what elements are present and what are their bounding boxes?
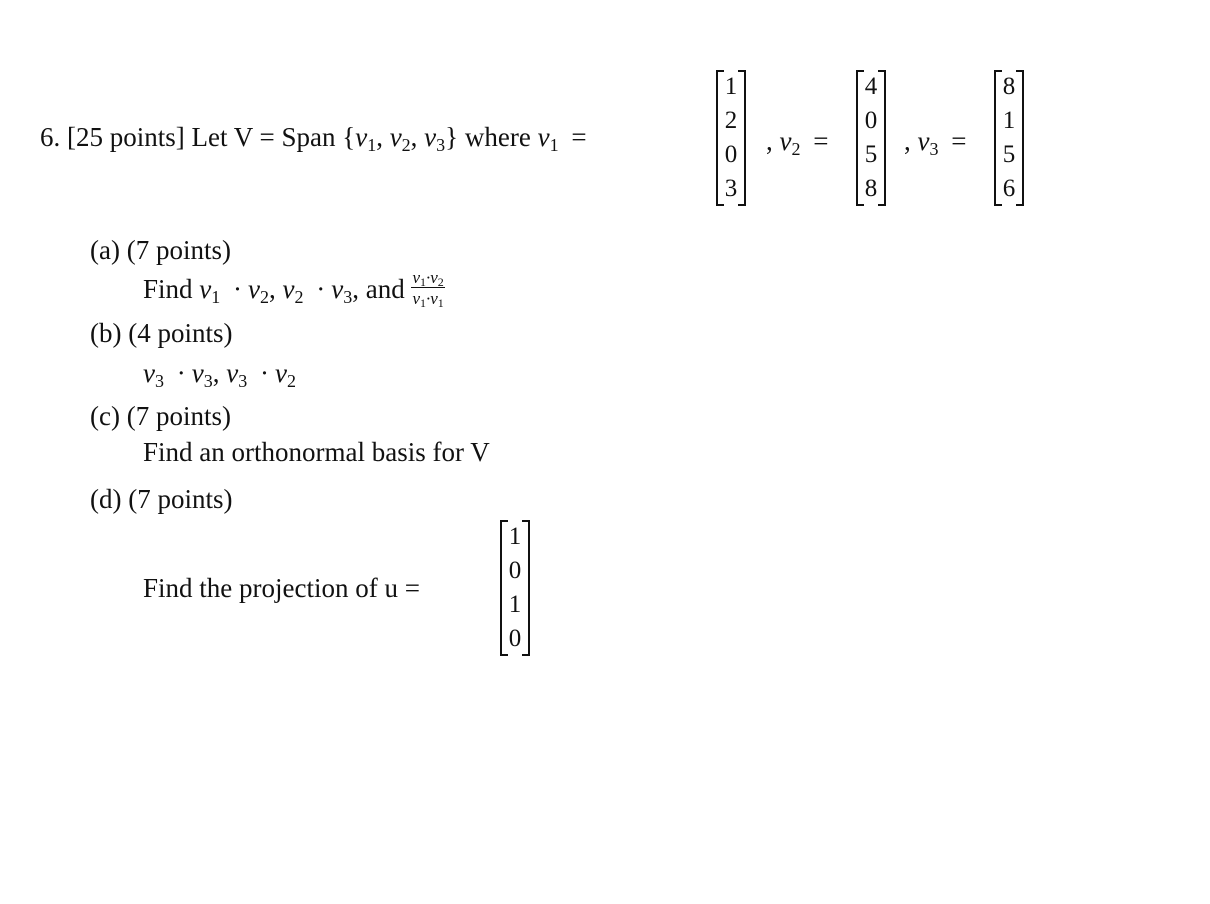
v-symbol: v — [389, 122, 402, 152]
v-symbol: v — [430, 289, 438, 308]
fraction — [411, 268, 444, 310]
vector-entry: 1 — [508, 523, 522, 550]
dot-operator: · — [259, 358, 269, 388]
v-symbol: v — [779, 126, 792, 156]
comma: , — [410, 122, 418, 152]
subscript: 1 — [367, 135, 377, 155]
set-close-brace: } — [445, 122, 459, 152]
v-symbol: v — [331, 274, 344, 305]
subscript: 2 — [791, 139, 801, 159]
subscript: 1 — [549, 135, 559, 155]
problem-statement — [40, 122, 593, 155]
vector-entry: 0 — [508, 625, 522, 652]
v-symbol: v — [412, 268, 420, 287]
v-symbol: v — [226, 358, 239, 388]
part-b-body — [143, 358, 296, 391]
v-symbol: v — [917, 126, 930, 156]
equals-sign: = — [813, 126, 829, 156]
vector-entry: 4 — [864, 73, 878, 100]
subscript: 3 — [436, 135, 446, 155]
dot-operator: · — [176, 358, 186, 388]
subscript: 2 — [401, 135, 411, 155]
vector-v1-matrix — [716, 70, 746, 206]
vector-entry: 1 — [724, 73, 738, 100]
comma: , — [766, 126, 773, 156]
v-symbol: v — [537, 122, 550, 152]
fraction-numerator — [411, 269, 444, 288]
dot-operator: · — [426, 268, 431, 287]
part-label: (a) — [90, 235, 120, 265]
equals-sign: = — [571, 122, 587, 152]
v3-label — [904, 126, 972, 159]
v-symbol: v — [430, 268, 438, 287]
comma: , — [904, 126, 911, 156]
v-symbol: v — [143, 358, 155, 388]
subscript: 2 — [294, 287, 304, 308]
part-a-heading — [90, 237, 231, 264]
vector-entry: 3 — [724, 175, 738, 202]
fraction-denominator — [411, 288, 444, 310]
comma: , — [269, 274, 276, 305]
subscript: 3 — [343, 287, 353, 308]
subscript: 3 — [203, 371, 213, 391]
subscript: 1 — [420, 275, 426, 289]
and-word: and — [365, 274, 405, 305]
subscript: 2 — [286, 371, 296, 391]
vector-entry: 6 — [1002, 175, 1016, 202]
subscript: 3 — [929, 139, 939, 159]
part-text: Find the projection of u = — [143, 573, 420, 603]
part-d-heading — [90, 486, 232, 513]
comma: , — [376, 122, 383, 152]
part-c-body — [143, 439, 490, 466]
set-open-brace: { — [342, 122, 356, 152]
part-points: (7 points) — [126, 235, 231, 265]
vector-entry: 0 — [864, 107, 878, 134]
vector-entry: 0 — [508, 557, 522, 584]
vector-entry: 0 — [724, 141, 738, 168]
v-symbol: v — [282, 274, 295, 305]
vector-v3-matrix — [994, 70, 1024, 206]
v-symbol: v — [355, 122, 368, 152]
part-d-body — [143, 575, 420, 602]
part-label: (c) — [90, 401, 120, 431]
v-symbol: v — [199, 274, 212, 305]
problem-points: [25 points] — [67, 122, 185, 152]
dot-operator: · — [316, 274, 326, 305]
part-a-body — [143, 268, 445, 311]
part-c-heading — [90, 403, 231, 430]
subscript: 1 — [211, 287, 221, 308]
v-symbol: v — [274, 358, 287, 388]
v2-label — [766, 126, 834, 159]
v-symbol: v — [191, 358, 204, 388]
vector-entry: 5 — [1002, 141, 1016, 168]
part-b-heading — [90, 320, 232, 347]
vector-entry: 8 — [1002, 73, 1016, 100]
vector-v2-matrix — [856, 70, 886, 206]
dot-operator: · — [233, 274, 243, 305]
part-label: (d) — [90, 484, 122, 514]
subscript: 3 — [154, 371, 164, 391]
part-points: (7 points) — [128, 484, 233, 514]
vector-entry: 1 — [1002, 107, 1016, 134]
part-points: (7 points) — [126, 401, 231, 431]
part-text: Find an orthonormal basis for V — [143, 437, 490, 467]
subscript: 1 — [437, 296, 444, 310]
part-text: Find — [143, 274, 193, 305]
vector-entry: 8 — [864, 175, 878, 202]
part-label: (b) — [90, 318, 122, 348]
subscript: 2 — [260, 287, 269, 308]
part-points: (4 points) — [128, 318, 233, 348]
comma: , — [352, 274, 359, 305]
vector-entry: 2 — [724, 107, 738, 134]
vector-u-matrix — [500, 520, 530, 656]
equals-sign: = — [951, 126, 967, 156]
v-symbol: v — [248, 274, 260, 305]
where-word: where — [464, 122, 531, 152]
problem-number: 6. — [40, 122, 61, 152]
v-symbol: v — [412, 289, 420, 308]
vector-entry: 5 — [864, 141, 878, 168]
subscript: 2 — [437, 275, 444, 289]
subscript: 3 — [238, 371, 248, 391]
subscript: 1 — [420, 296, 426, 310]
vector-entry: 1 — [508, 591, 522, 618]
dot-operator: · — [426, 289, 431, 308]
problem-intro: Let V = Span — [191, 122, 336, 152]
comma: , — [212, 358, 220, 388]
v-symbol: v — [424, 122, 437, 152]
